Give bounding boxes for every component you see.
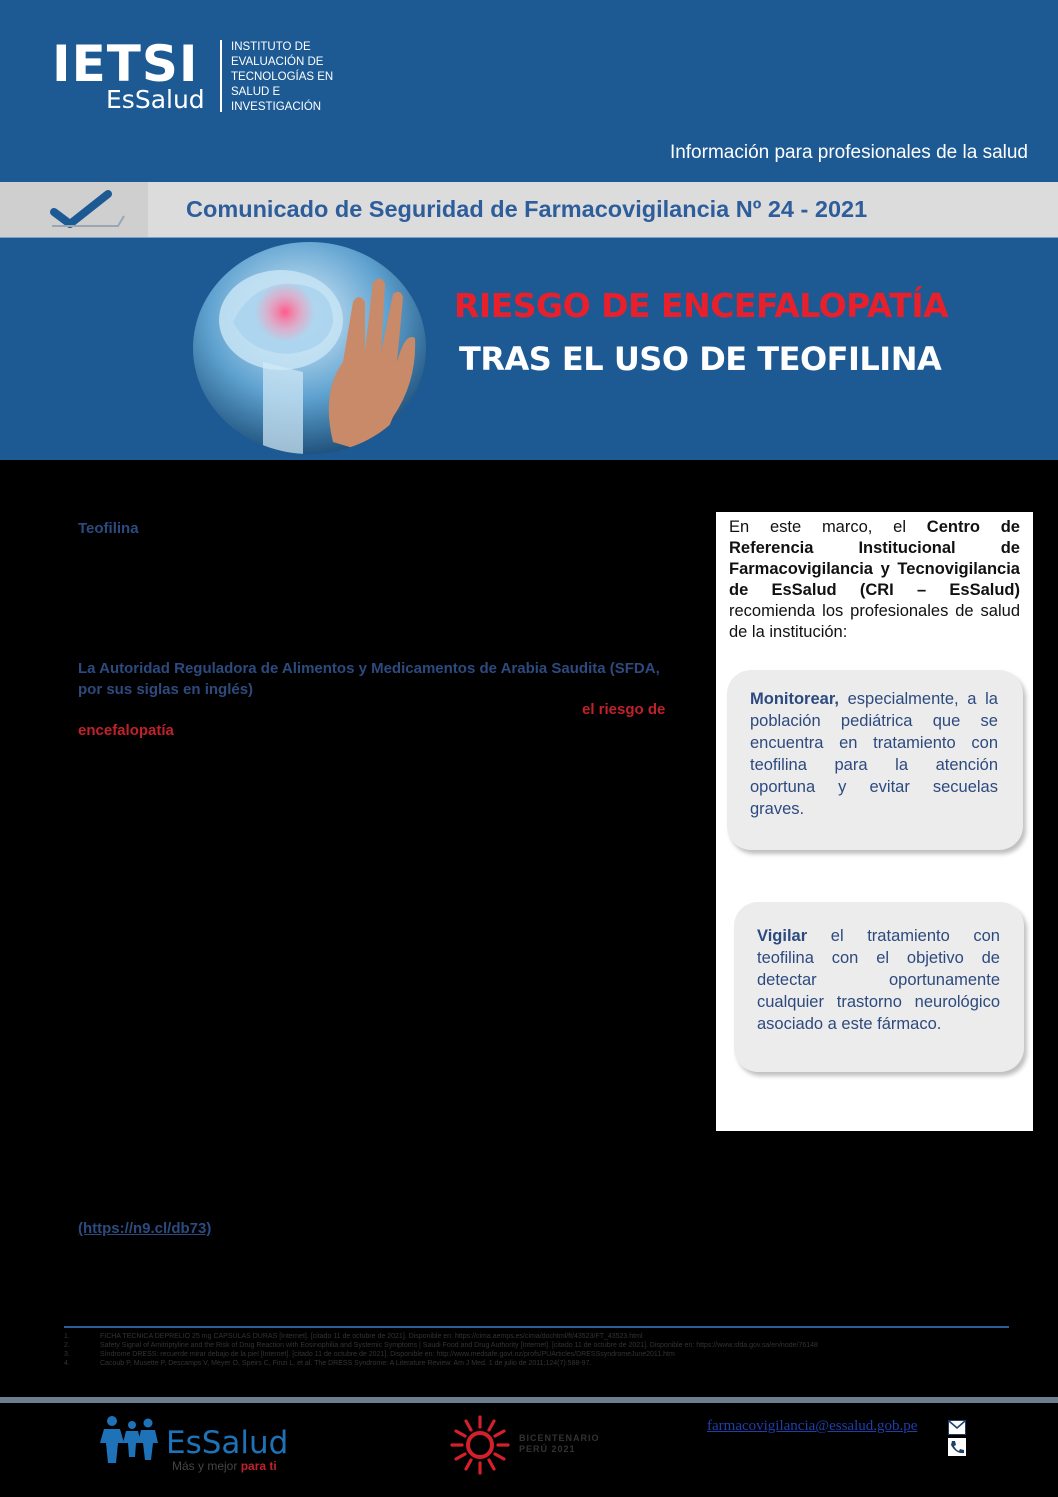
institute-line: EVALUACIÓN DE xyxy=(231,56,324,68)
cri-name: Centro de Referencia Institucional de Farmacovigilancia y Tecnovigilancia de EsSalud (CRI – EsSalud) xyxy=(729,518,1020,599)
reference-item xyxy=(64,1350,964,1359)
phone-icon xyxy=(948,1438,966,1456)
reference-text: Safety Signal of Amitriptyline and the Risk of Drug Reaction with Eosinophilia and Systemic Symptoms | Saudi Food and Drug Authority [Internet]. [citado 11 de octubre de 2021]. Disponible en: https://www.sfda.gov.sa/en/node/76148 xyxy=(100,1342,818,1349)
ietsi-logo: IETSI xyxy=(52,35,199,93)
institute-name xyxy=(231,40,371,115)
contact-email-link[interactable]: farmacovigilancia@essalud.gob.pe xyxy=(707,1418,918,1434)
bicentenario-line: PERÚ 2021 xyxy=(519,1444,576,1454)
reference-number: 4. xyxy=(64,1360,70,1367)
hero-title-line2: TRAS EL USO DE TEOFILINA xyxy=(459,340,942,378)
risk-highlight: el riesgo de xyxy=(582,701,666,718)
slogan-highlight: para ti xyxy=(240,1459,277,1473)
recommendation-text xyxy=(750,688,998,820)
recommendation-verb: Vigilar xyxy=(757,927,808,945)
ietsi-logo-essalud: EsSalud xyxy=(106,85,205,114)
panel-intro xyxy=(729,517,1020,643)
institute-line: SALUD E xyxy=(231,86,281,98)
references-list xyxy=(64,1332,964,1368)
risk-highlight-cont: encefalopatía xyxy=(78,722,174,739)
hero-title-line1: RIESGO DE ENCEFALOPATÍA xyxy=(454,286,949,325)
reference-item xyxy=(64,1341,964,1350)
slogan-text: Más y mejor xyxy=(172,1459,241,1473)
reference-number: 2. xyxy=(64,1342,70,1349)
institute-line: TECNOLOGÍAS EN xyxy=(231,71,334,83)
recommendation-text xyxy=(757,925,1000,1035)
sfda-statement: La Autoridad Reguladora de Alimentos y Medicamentos de Arabia Saudita (SFDA, por sus siglas en inglés) xyxy=(78,660,660,698)
reference-number: 3. xyxy=(64,1351,70,1358)
recommendation-body: especialmente, a la población pediátrica que se encuentra en tratamiento con teofilina para la atención oportuna y evitar secuelas graves. xyxy=(750,690,998,818)
essalud-logo: EsSalud xyxy=(166,1425,289,1461)
reference-text: FICHA TECNICA DEPRELIO 25 mg CAPSULAS DURAS [Internet]. [citado 11 de octubre de 2021]. Disponible en: https://cima.aemps.es/cima/dochtml/ft/43523/FT_43523.html xyxy=(100,1333,643,1340)
reference-item xyxy=(64,1332,964,1341)
bicentenario-line: BICENTENARIO xyxy=(519,1433,600,1443)
panel-intro-text: recomienda los profesionales de salud de la institución: xyxy=(729,602,1020,641)
mail-icon xyxy=(948,1420,966,1435)
checkmark-icon xyxy=(48,186,128,232)
recommendation-body: el tratamiento con teofilina con el objetivo de detectar oportunamente cualquier trastorno neurológico asociado a este fármaco. xyxy=(757,927,1000,1033)
bicentenario-label xyxy=(519,1433,600,1455)
reference-number: 1. xyxy=(64,1333,70,1340)
recommendation-verb: Monitorear, xyxy=(750,690,839,708)
brain-hand-illustration xyxy=(193,242,426,454)
reference-text: Síndrome DRESS: recuerde mirar debajo de la piel [Internet]. [citado 11 de octubre de 2021]. Disponible en: http://www.medsafe.govt.nz/profs/PUArticles/DRESSsyndromeJune2011.htm xyxy=(100,1351,675,1358)
bicentenario-emblem-icon xyxy=(448,1413,512,1477)
references-divider xyxy=(64,1326,1009,1328)
institute-line: INVESTIGACIÓN xyxy=(231,101,322,113)
reference-item xyxy=(64,1359,964,1368)
panel-intro-text: En este marco, el xyxy=(729,518,927,536)
header-tagline: Información para profesionales de la salud xyxy=(669,142,1028,163)
institute-line: INSTITUTO DE xyxy=(231,41,311,53)
reference-text: Cacoub P, Musette P, Descamps V, Meyer O, Speirs C, Finzi L, et al. The DRESS Syndrome: A Literature Review. Am J Med. 1 de julio de 2011;124(7):588-97. xyxy=(100,1360,592,1367)
bulletin-title: Comunicado de Seguridad de Farmacovigilancia Nº 24 - 2021 xyxy=(186,196,868,222)
source-link[interactable]: (https://n9.cl/db73) xyxy=(78,1220,212,1237)
drug-name: Teofilina xyxy=(78,520,139,537)
logo-divider xyxy=(220,40,222,112)
essalud-slogan xyxy=(172,1459,277,1473)
